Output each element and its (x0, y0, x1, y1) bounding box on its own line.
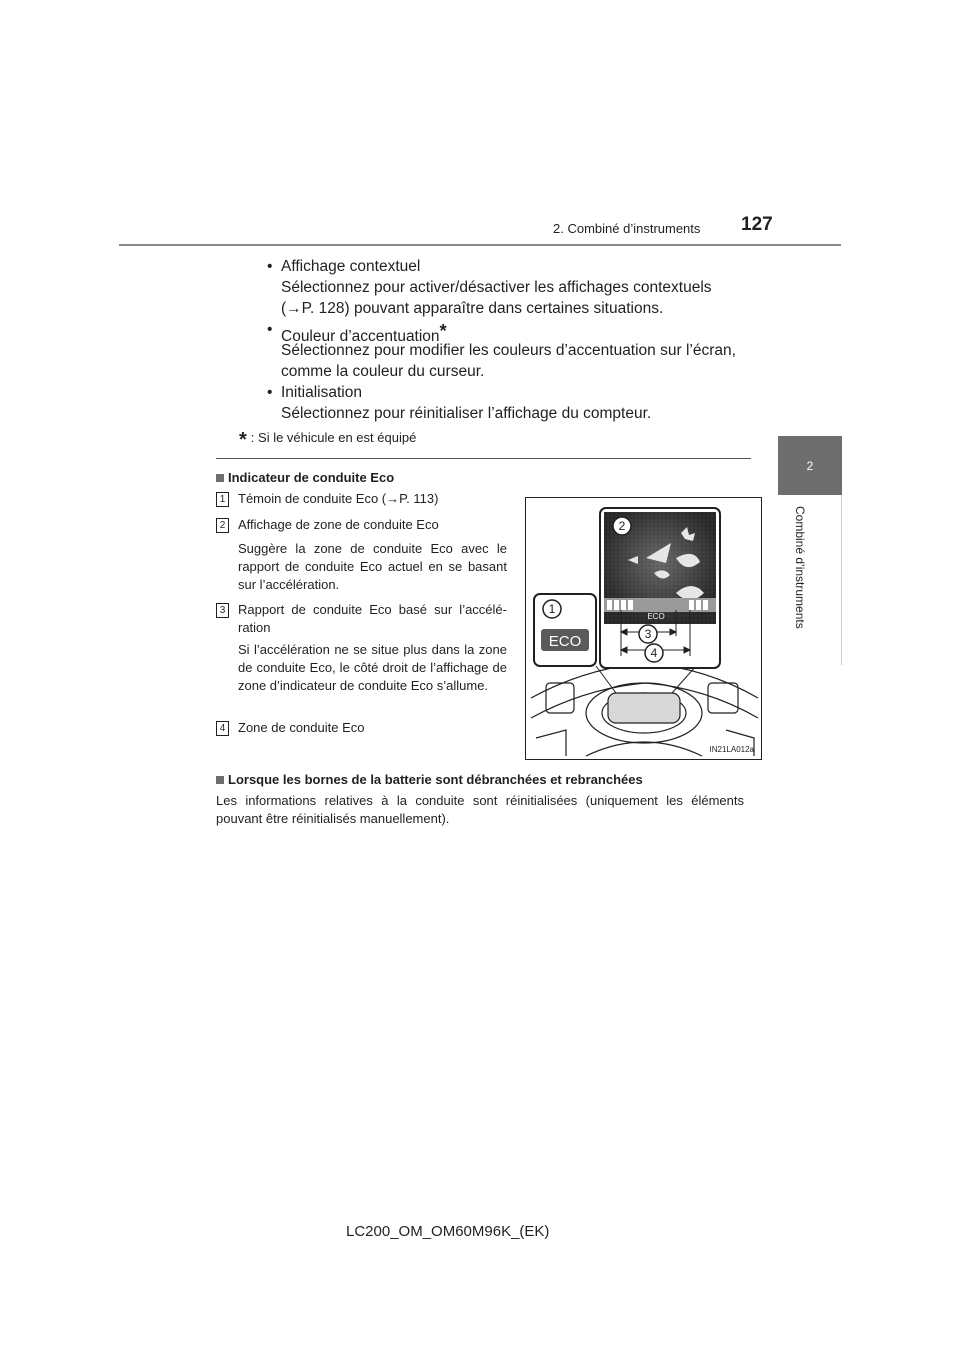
bullet-desc-line: Sélectionnez pour activer/désactiver les affichages contextuels (281, 279, 712, 296)
callout-number: 3 (216, 603, 229, 618)
callout-3: 3 (644, 627, 652, 641)
header-section-title: 2. Combiné d’instruments (553, 221, 701, 236)
callout-1: 1 (548, 602, 556, 616)
chapter-title-text: Combiné d’instruments (793, 506, 807, 629)
footnote (239, 425, 417, 451)
eco-badge-label: ECO (548, 633, 582, 650)
callout-number: 2 (216, 518, 229, 533)
paragraph-line: Les informations relatives à la conduite sont réinitialisées (uniquement les éléments (216, 793, 744, 808)
bullet-desc-line: (→P. 128) pouvant apparaître dans certaines situations. (281, 300, 664, 317)
bullet-item (267, 256, 747, 277)
chapter-title (792, 506, 808, 646)
section-title (216, 470, 394, 485)
footnote-star: * (439, 321, 447, 341)
side-rule (841, 495, 842, 665)
bullet-label: Initialisation (281, 384, 362, 401)
bullet-item (267, 382, 747, 403)
item-text: Témoin de conduite Eco (→P. 113) (238, 491, 439, 506)
bullet-desc-line: Sélectionnez pour modifier les couleurs d’accentuation sur l’écran, (281, 342, 736, 359)
callout-4: 4 (650, 646, 658, 660)
item-text: Zone de conduite Eco (238, 720, 365, 735)
document-code: LC200_OM_OM60M96K_(EK) (346, 1223, 550, 1240)
header-rule (119, 244, 841, 246)
callout-number: 4 (216, 721, 229, 736)
bullet-label: Couleur d’accentuation (281, 328, 440, 346)
chapter-tab (778, 436, 842, 495)
paragraph-line: pouvant être réinitialisés manuellement). (216, 811, 450, 826)
section-title-text: Lorsque les bornes de la batterie sont débranchées et rebranchées (228, 772, 643, 787)
footnote-star: * (239, 429, 247, 451)
dashboard-sketch (531, 663, 758, 756)
item-text: Affichage de zone de conduite Eco (238, 517, 439, 532)
section-separator (216, 458, 751, 459)
page-number: 127 (741, 214, 773, 235)
eco-bar-label: ECO (647, 612, 665, 621)
bullet-desc-line: comme la couleur du curseur. (281, 363, 485, 380)
figure-code: IN21LA012a (709, 745, 754, 754)
eco-illustration (526, 498, 761, 759)
callout-2: 2 (618, 519, 626, 533)
leader-lines (596, 666, 696, 693)
item-text: Rapport de conduite Eco basé sur l’accélé-ration (238, 602, 507, 635)
item-detail: Si l’accélération ne se situe plus dans la zone de conduite Eco, le côté droit de l’affichage de zone d’indicateur de conduite Eco s’allume. (238, 642, 507, 693)
section-title (216, 772, 643, 787)
footnote-text: : Si le véhicule en est équipé (250, 430, 417, 445)
bullet-dot: • (267, 321, 273, 338)
section-title-text: Indicateur de conduite Eco (228, 470, 395, 485)
bullet-dot: • (267, 258, 273, 275)
square-bullet-icon (216, 474, 224, 482)
chapter-number: 2 (806, 458, 814, 473)
callout-number: 1 (216, 492, 229, 507)
bullet-label: Affichage contextuel (281, 258, 421, 275)
item-detail: Suggère la zone de conduite Eco avec le rapport de conduite Eco actuel en se basant sur l’accélération. (238, 541, 507, 592)
square-bullet-icon (216, 776, 224, 784)
eco-indicator-figure (525, 497, 762, 760)
bullet-dot: • (267, 384, 273, 401)
bullet-desc-line: Sélectionnez pour réinitialiser l’affichage du compteur. (281, 405, 652, 422)
bullet-item (267, 319, 747, 346)
